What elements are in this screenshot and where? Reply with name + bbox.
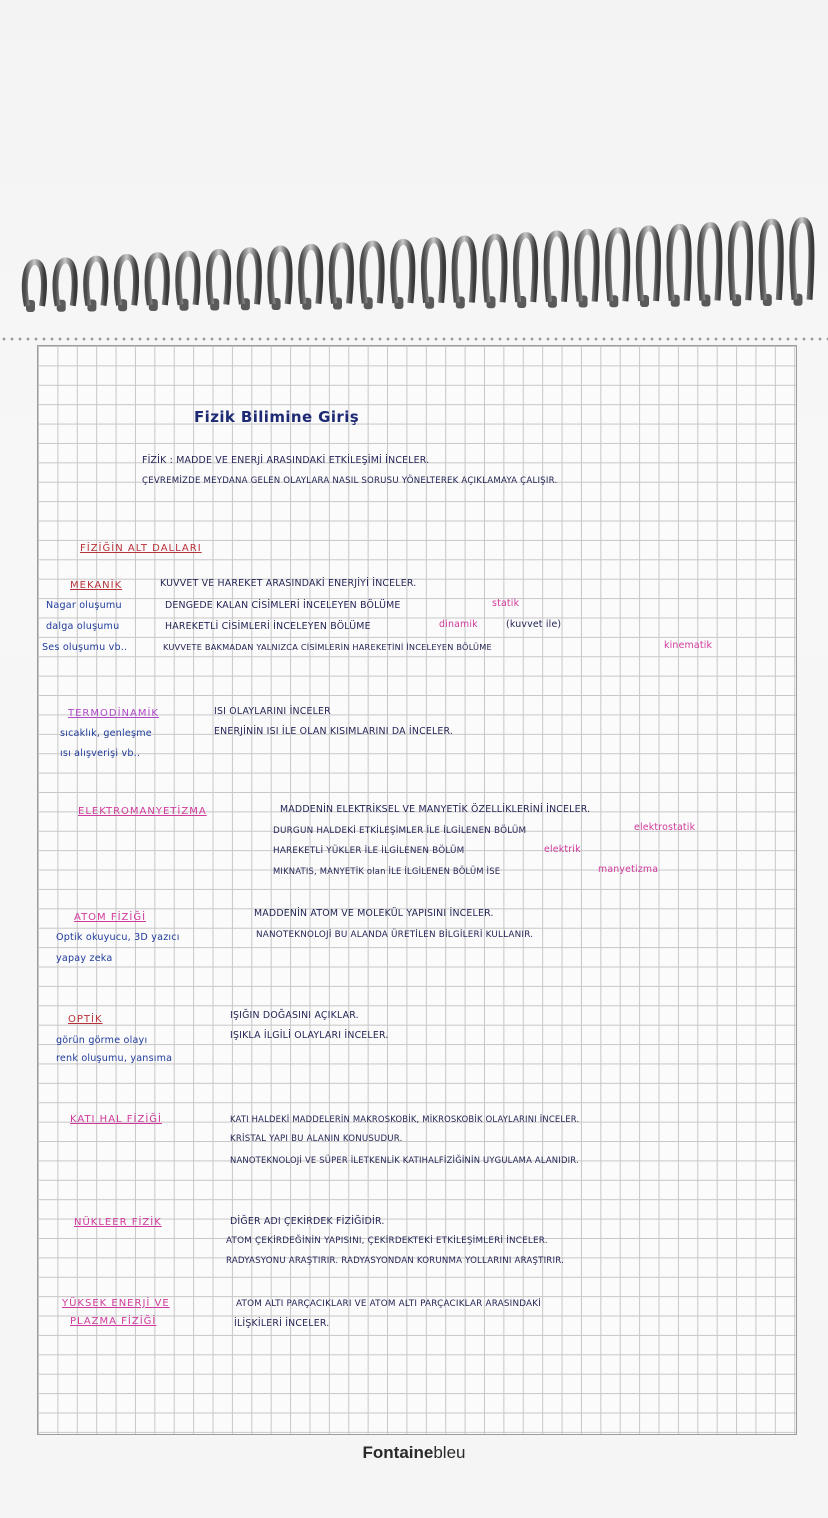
optik-heading: OPTİK <box>68 1014 103 1025</box>
spiral-ring <box>332 245 351 309</box>
elektro-line-4: MIKNATIS, MANYETİK olan İLE İLGİLENEN BÖLÜM İSE <box>273 866 501 876</box>
mekanik-line-3b: (kuvvet ile) <box>506 619 562 630</box>
spiral-ring <box>762 222 781 306</box>
spiral-ring <box>516 235 535 308</box>
termodinamik-line-1: ISI OLAYLARINI İNCELER <box>214 706 331 717</box>
atom-note-1: Optik okuyucu, 3D yazıcı <box>56 932 180 943</box>
spiral-ring <box>393 242 412 309</box>
elektro-term-elektrostatik: elektrostatik <box>634 822 696 833</box>
yuksek-line-2: İLİŞKİLERİ İNCELER. <box>234 1318 330 1329</box>
mekanik-line-4: KUVVETE BAKMADAN YALNIZCA CİSİMLERİN HAREKETİNİ İNCELEYEN BÖLÜME <box>163 642 492 652</box>
katihal-line-1: KATI HALDEKİ MADDELERİN MAKROSKOBİK, MİKROSKOBİK OLAYLARINI İNCELER. <box>230 1114 580 1124</box>
mekanik-line-3: HAREKETLİ CİSİMLERİ İNCELEYEN BÖLÜME <box>165 621 371 632</box>
mekanik-note-3: Ses oluşumu vb.. <box>42 642 128 653</box>
spiral-ring <box>301 247 320 310</box>
mekanik-note-1: Nagar oluşumu <box>46 600 122 611</box>
spiral-binding <box>20 210 828 320</box>
nukleer-line-2: ATOM ÇEKİRDEĞİNİN YAPISINI, ÇEKİRDEKTEKİ ETKİLEŞİMLERİ İNCELER. <box>226 1236 548 1246</box>
mekanik-line-1: KUVVET VE HAREKET ARASINDAKİ ENERJİYİ İNCELER. <box>160 578 417 589</box>
mekanik-line-2: DENGEDE KALAN CİSİMLERİ İNCELEYEN BÖLÜME <box>165 600 401 611</box>
nukleer-line-1: DİĞER ADI ÇEKİRDEK FİZİĞİDİR. <box>230 1216 385 1227</box>
atom-line-2: NANOTEKNOLOJİ BU ALANDA ÜRETİLEN BİLGİLERİ KULLANIR. <box>256 930 534 940</box>
elektro-term-elektrik: elektrik <box>544 844 581 855</box>
atom-heading: ATOM FİZİĞİ <box>74 912 147 923</box>
atom-note-2: yapay zeka <box>56 953 113 964</box>
spiral-ring <box>577 232 596 308</box>
spiral-ring <box>670 227 689 307</box>
optik-line-1: IŞIĞIN DOĞASINI AÇIKLAR. <box>230 1010 359 1021</box>
mekanik-term-statik: statik <box>492 598 520 609</box>
yuksek-heading-1: YÜKSEK ENERJİ VE <box>62 1298 170 1309</box>
elektro-line-3: HAREKETLİ YÜKLER İLE İLGİLENEN BÖLÜM <box>273 846 465 856</box>
yuksek-line-1: ATOM ALTI PARÇACIKLARI VE ATOM ALTI PARÇACIKLAR ARASINDAKİ <box>236 1299 542 1309</box>
spiral-ring <box>209 252 228 311</box>
mekanik-heading: MEKANİK <box>70 580 123 591</box>
spiral-ring <box>178 254 197 311</box>
spiral-ring <box>56 260 75 311</box>
elektromanyetizma-heading: ELEKTROMANYETİZMA <box>78 806 207 817</box>
termodinamik-note-1: sıcaklık, genleşme <box>60 728 152 739</box>
termodinamik-heading: TERMODİNAMİK <box>68 708 159 719</box>
spiral-ring <box>148 255 167 311</box>
spiral-ring <box>455 238 474 308</box>
spiral-ring <box>700 225 719 306</box>
spiral-ring <box>270 249 289 310</box>
spiral-ring <box>547 233 566 307</box>
optik-note-2: renk oluşumu, yansıma <box>56 1053 173 1064</box>
optik-note-1: görün görme olayı <box>56 1035 148 1046</box>
spiral-ring <box>424 240 443 309</box>
spiral-ring <box>86 259 105 312</box>
elektro-line-2: DURGUN HALDEKİ ETKİLEŞİMLER İLE İLGİLENEN BÖLÜM <box>273 826 527 836</box>
spiral-ring <box>363 244 382 310</box>
perforation-line <box>0 336 828 342</box>
optik-line-2: IŞIKLA İLGİLİ OLAYLARI İNCELER. <box>230 1030 389 1041</box>
nukleer-heading: NÜKLEER FİZİK <box>74 1217 162 1228</box>
brand-logo: Fontainebleu <box>362 1443 466 1462</box>
termodinamik-note-2: ısı alışverişi vb.. <box>60 748 141 759</box>
spiral-ring <box>117 257 136 311</box>
nukleer-line-3: RADYASYONU ARAŞTIRIR. RADYASYONDAN KORUNMA YOLLARINI ARAŞTIRIR. <box>226 1256 565 1266</box>
mekanik-term-kinematik: kinematik <box>664 640 713 651</box>
elektro-line-1: MADDENİN ELEKTRİKSEL VE MANYETİK ÖZELLİKLERİNİ İNCELER. <box>280 804 591 815</box>
spiral-ring <box>639 228 658 307</box>
katihal-line-2: KRİSTAL YAPI BU ALANIN KONUSUDUR. <box>230 1134 403 1144</box>
katihal-line-3: NANOTEKNOLOJİ VE SÜPER İLETKENLİK KATIHALFİZİĞİNİN UYGULAMA ALANIDIR. <box>230 1155 579 1165</box>
page-title: Fizik Bilimine Giriş <box>194 408 360 426</box>
spiral-ring <box>240 250 259 310</box>
intro-line-2: ÇEVREMİZDE MEYDANA GELEN OLAYLARA NASIL SORUSU YÖNELTEREK AÇIKLAMAYA ÇALIŞIR. <box>142 476 558 486</box>
section-heading: FİZİĞİN ALT DALLARI <box>80 543 202 554</box>
katihal-heading: KATI HAL FİZİĞİ <box>70 1114 162 1125</box>
mekanik-term-dinamik: dinamik <box>439 619 478 630</box>
grid-paper <box>37 345 797 1435</box>
spiral-ring <box>731 223 750 306</box>
spiral-ring <box>792 220 811 306</box>
mekanik-note-2: dalga oluşumu <box>46 621 120 632</box>
yuksek-heading-2: PLAZMA FİZİĞİ <box>70 1316 157 1327</box>
atom-line-1: MADDENİN ATOM VE MOLEKÜL YAPISINI İNCELER. <box>254 908 494 919</box>
intro-line-1: FİZİK : MADDE VE ENERJİ ARASINDAKİ ETKİLEŞİMİ İNCELER. <box>142 455 430 466</box>
elektro-term-manyetizma: manyetizma <box>598 864 659 875</box>
termodinamik-line-2: ENERJİNİN ISI İLE OLAN KISIMLARINI DA İNCELER. <box>214 726 454 737</box>
spiral-ring <box>485 237 504 308</box>
spiral-ring <box>25 262 44 312</box>
spiral-ring <box>608 230 627 307</box>
